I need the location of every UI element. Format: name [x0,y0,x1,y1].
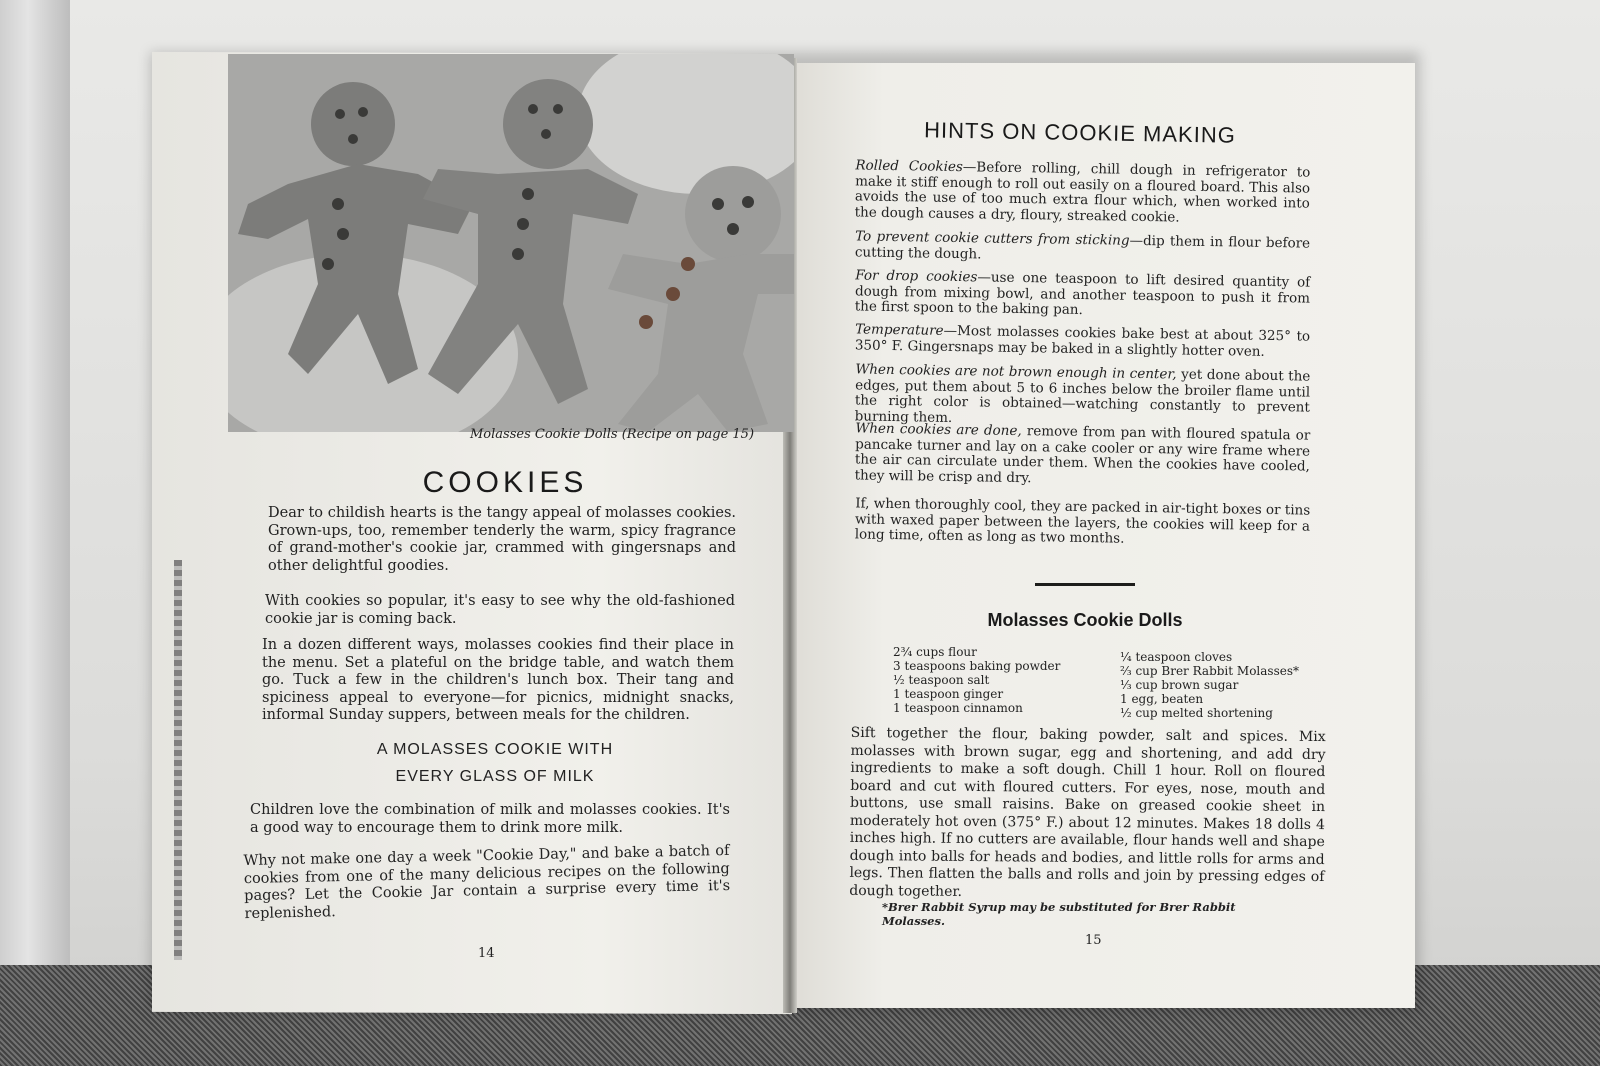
hint-lead: Temperature [855,321,944,339]
ingredient: ½ teaspoon salt [893,673,990,687]
ingredient: ½ cup melted shortening [1120,706,1273,720]
ingredient: 1 teaspoon ginger [893,687,1004,701]
hint-text: yet done about the edges, put them about 5 to 6 inches below the broiler flame until the right color is obtained—watching constantly to prevent burning them. [854,366,1311,426]
hint-lead: When cookies are not brown enough in center, [855,361,1177,383]
milk-paragraph-1: Children love the combination of milk and molasses cookies. It's a good way to encourage them to drink more milk. [250,802,730,836]
cookie-dolls-photo [228,54,794,432]
ingredient: ¼ teaspoon cloves [1120,650,1233,664]
intro-paragraph-2: With cookies so popular, it's easy to see why the old-fashioned cookie jar is coming back. [265,593,735,627]
recipe-method: Sift together the flour, baking powder, salt and spices. Mix molasses with brown sugar, egg and shortening, and add dry ingredients to make a soft dough. Chill 1 hour. Roll on floured board and cut with floured cutters. For eyes, nose, mouth and buttons, use small raisins. Bake on greased cookie sheet in moderately hot oven (375° F.) about 12 minutes. Makes 18 dolls 4 inches high. If no cutters are available, flour hands well and shape dough into balls for heads and bodies, and little rolls for arms and legs. Then flatten the balls and rolls and join by pressing edges of dough together. [849,724,1326,900]
section-divider [1035,583,1135,586]
hint-text: remove from pan with floured spatula or pancake turner and lay on a cake cooler or any wire frame where the air can circulate under them. When the cookies have cooled, they will be crisp and dry. [854,423,1311,486]
hint-lead: When cookies are done, [855,420,1022,440]
hint-storage [855,496,1311,550]
ingredient: 3 teaspoons baking powder [893,659,1061,673]
ingredient: 1 egg, beaten [1120,692,1204,706]
hint-rolled-cookies [855,158,1311,227]
ingredients-right [1120,650,1299,720]
hint-text: —use one teaspoon to lift desired quantity of dough from mixing bowl, and another teaspoon to push it from the first spoon to the baking pan. [854,269,1311,319]
hint-drop-cookies [855,268,1311,322]
hint-lead: For drop cookies [855,267,978,286]
hint-text: —Most molasses cookies bake best at about 325° to 350° F. Gingersnaps may be baked in a slightly hotter oven. [854,322,1311,360]
cookies-heading: COOKIES [422,466,588,499]
table-edge [0,0,70,1066]
hint-text: If, when thoroughly cool, they are packed in air-tight boxes or tins with waxed paper between the layers, the cookies will keep for a long time, often as long as two months. [854,495,1311,547]
milk-paragraph-2: Why not make one day a week "Cookie Day," and bake a batch of cookies from one of the many delicious recipes on the following pages? Let the Cookie Jar contain a surprise every time it's replenished. [243,842,731,922]
intro-paragraph-3: In a dozen different ways, molasses cookies find their place in the menu. Set a plateful on the bridge table, and watch them go. Tuck a few in the children's lunch box. Their tang and spiciness appeal to everyone—for picnics, midnight snacks, informal Sunday suppers, between meals for the children. [262,637,734,723]
recipe-title: Molasses Cookie Dolls [987,610,1183,630]
hint-text: —Before rolling, chill dough in refrigerator to make it stiff enough to roll out easily on a floured board. This also avoids the use of too much extra flour which, when worked into the dough causes a dry, floury, streaked cookie. [854,159,1311,226]
ingredients-left [893,645,1060,715]
ingredient: 1 teaspoon cinnamon [893,701,1023,715]
recipe-footnote: *Brer Rabbit Syrup may be substituted for Brer Rabbit Molasses. [882,900,1236,928]
photo-caption: Molasses Cookie Dolls (Recipe on page 15) [470,427,755,442]
milk-subheading-line2: EVERY GLASS OF MILK [395,768,595,785]
ingredient: 2¾ cups flour [893,645,977,659]
page-edge [174,560,182,960]
milk-subheading-line1: A MOLASSES COOKIE WITH [376,741,614,758]
cookie-dolls-illustration [228,54,794,432]
hint-text: —dip them in flour before cutting the dough. [854,232,1311,262]
hint-lead: Rolled Cookies [855,157,963,176]
page-number-left: 14 [478,946,495,961]
hint-lead: To prevent cookie cutters from sticking [855,228,1130,249]
ingredient: ⅔ cup Brer Rabbit Molasses* [1120,664,1299,678]
hint-done [855,421,1311,490]
intro-paragraph-1: Dear to childish hearts is the tangy appeal of molasses cookies. Grown-ups, too, remember tenderly the warm, spicy fragrance of grand-mother's cookie jar, crammed with gingersnaps and other delightful goodies. [268,505,736,574]
ingredient: ⅓ cup brown sugar [1120,678,1239,692]
page-number-right: 15 [1085,933,1102,948]
hints-heading: HINTS ON COOKIE MAKING [923,117,1237,148]
